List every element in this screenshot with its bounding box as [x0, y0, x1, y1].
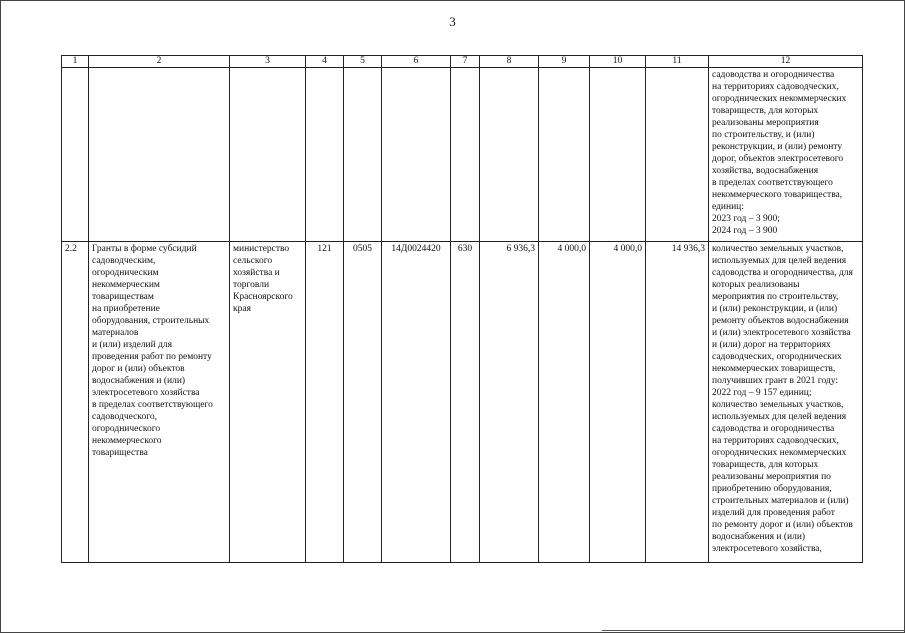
column-number: 5 — [344, 56, 382, 68]
page-number: 3 — [449, 14, 456, 29]
column-number: 1 — [62, 56, 89, 68]
table-row — [62, 68, 863, 242]
cell-expected-result: садоводства и огородничества на территориях садоводческих, огороднических некоммерческих товариществ, для которых реализованы мероприятия по строительству, и (или) реконструкции, и (или) ремонту дорог, объектов электросетевого хозяйства, водоснабжения в пределах соответствующего некоммерческого товарищества, единиц: 2023 год – 3 900; 2024 год – 3 900 — [709, 68, 863, 242]
cell-grbs: 121 — [306, 242, 344, 563]
cell-amount-total: 14 936,3 — [646, 242, 709, 563]
cell-rzpr — [344, 68, 382, 242]
cell-amount-year2 — [539, 68, 590, 242]
column-number: 3 — [230, 56, 306, 68]
column-number: 7 — [451, 56, 480, 68]
cell-rzpr: 0505 — [344, 242, 382, 563]
cell-vr — [451, 68, 480, 242]
budget-table — [61, 55, 863, 563]
cell-amount-total — [646, 68, 709, 242]
column-number: 6 — [382, 56, 451, 68]
cell-event-name — [89, 68, 230, 242]
cell-amount-year3 — [590, 68, 646, 242]
column-number: 9 — [539, 56, 590, 68]
column-number: 8 — [480, 56, 539, 68]
column-number: 11 — [646, 56, 709, 68]
column-number-row — [62, 56, 863, 68]
cell-expected-result: количество земельных участков, используемых для целей ведения садоводства и огородничества, для которых реализованы мероприятия по строительству, и (или) реконструкции, и (или) ремонту объектов водоснабжения и (или) электросетевого хозяйства и (или) дорог на территориях садоводческих, огороднических некоммерческих товариществ, получивших грант в 2021 году: 2022 год – 9 157 единиц; количество земельных участков, используемых для целей ведения садоводства и огородничества на территориях садоводческих, огороднических некоммерческих товариществ, для которых реализованы мероприятия по приобретению оборудования, строительных материалов и (или) изделий для проведения работ по ремонту дорог и (или) объектов водоснабжения и (или) электросетевого хозяйства, — [709, 242, 863, 563]
cell-amount-year1: 6 936,3 — [480, 242, 539, 563]
column-number: 12 — [709, 56, 863, 68]
scan-edge-line — [602, 630, 905, 631]
cell-number — [62, 68, 89, 242]
column-number: 2 — [89, 56, 230, 68]
column-number: 4 — [306, 56, 344, 68]
cell-event-name: Гранты в форме субсидий садоводческим, огородническим некоммерческим товариществам на приобретение оборудования, строительных материалов и (или) изделий для проведения работ по ремонту дорог и (или) объектов водоснабжения и (или) электросетевого хозяйства в пределах соответствующего садоводческого, огороднического некоммерческого товарищества — [89, 242, 230, 563]
table-row — [62, 242, 863, 563]
cell-amount-year1 — [480, 68, 539, 242]
cell-amount-year2: 4 000,0 — [539, 242, 590, 563]
column-number: 10 — [590, 56, 646, 68]
cell-vr: 630 — [451, 242, 480, 563]
cell-csr: 14Д0024420 — [382, 242, 451, 563]
cell-administrator — [230, 68, 306, 242]
cell-administrator: министерство сельского хозяйства и торговли Красноярского края — [230, 242, 306, 563]
cell-number: 2.2 — [62, 242, 89, 563]
cell-grbs — [306, 68, 344, 242]
cell-amount-year3: 4 000,0 — [590, 242, 646, 563]
cell-csr — [382, 68, 451, 242]
